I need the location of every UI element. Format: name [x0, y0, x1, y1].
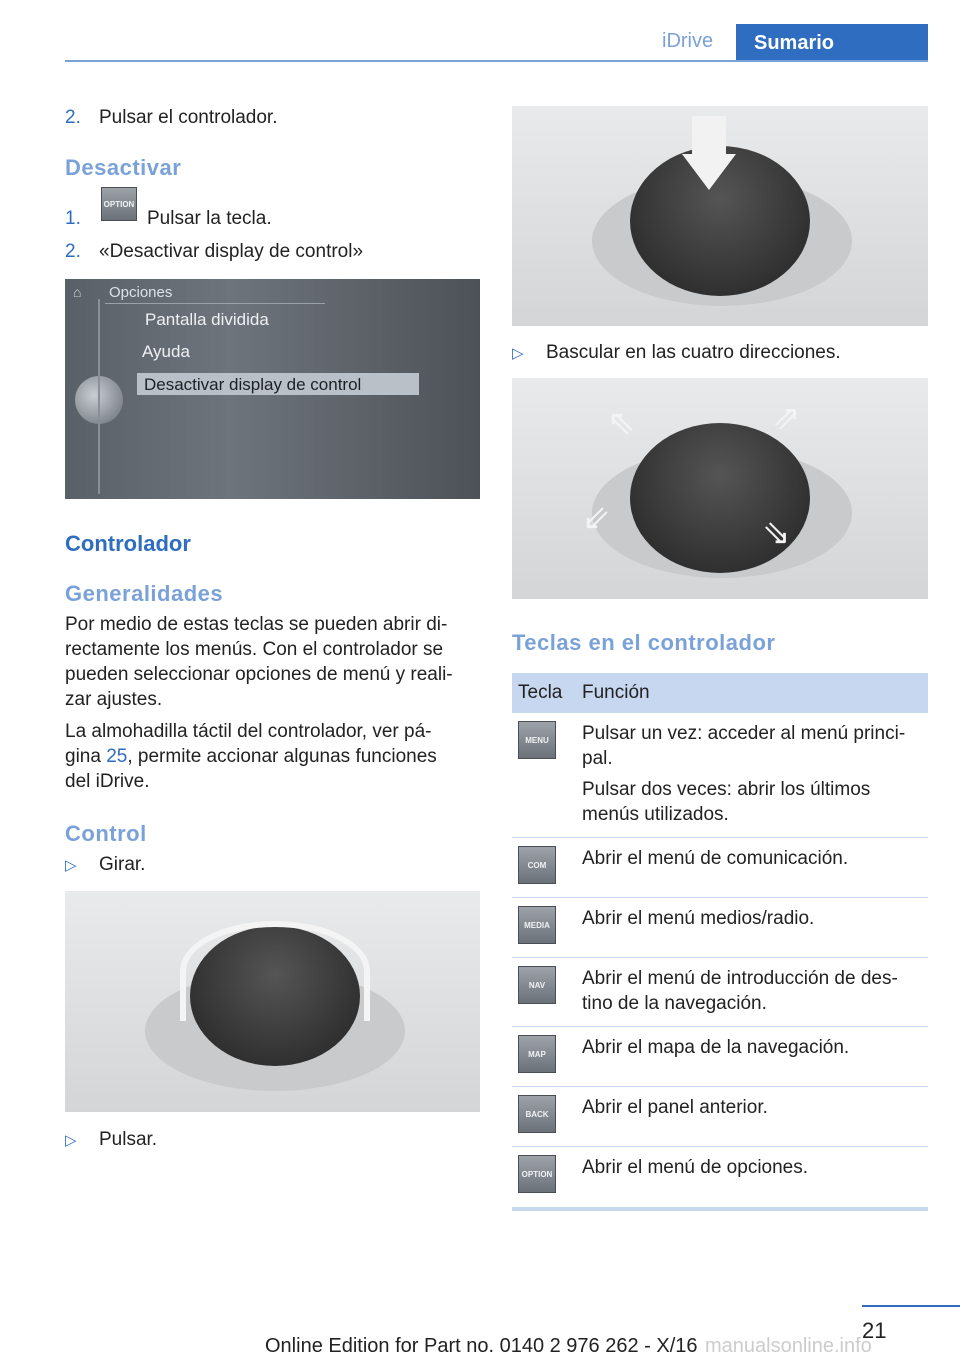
section-title-teclas: Teclas en el controlador	[512, 630, 776, 655]
table-header: Tecla	[512, 673, 576, 713]
table-row	[512, 898, 928, 958]
paragraph	[65, 719, 465, 794]
section-title-control: Control	[65, 821, 147, 846]
divider	[98, 299, 100, 494]
table-cell-text: Abrir el menú medios/radio.	[582, 908, 815, 929]
header-section: iDrive	[662, 30, 714, 52]
table-row	[512, 1027, 928, 1087]
footer-rule	[862, 1305, 960, 1307]
com-key-icon: COM	[518, 846, 556, 884]
table-row	[512, 958, 928, 1027]
header-tab[interactable]: Sumario	[736, 24, 928, 62]
press-arrow-icon	[682, 154, 736, 190]
watermark: manualsonline.info	[705, 1335, 872, 1357]
table-cell-text: Abrir el menú de comunicación.	[582, 848, 849, 869]
map-key-icon: MAP	[518, 1035, 556, 1073]
tilt-arrow-icon: ⇗	[772, 399, 801, 437]
screen-menu-item: Pantalla dividida	[145, 310, 269, 329]
table-cell-text: Pulsar dos veces: abrir los últimos menús utilizados.	[582, 779, 871, 825]
screen-menu-item-selected: Desactivar display de control	[144, 375, 362, 394]
option-key-icon	[101, 187, 137, 221]
tilt-arrow-icon: ⇘	[762, 514, 791, 552]
table-cell-text: Abrir el menú de opciones.	[582, 1157, 809, 1178]
step-number: 2.	[65, 107, 81, 128]
controller-rotate-illustration	[65, 891, 480, 1112]
section-subtitle-generalidades: Generalidades	[65, 581, 224, 606]
bullet-triangle-icon: ▷	[65, 857, 77, 874]
screen-header: Opciones	[109, 284, 173, 301]
table-row	[512, 838, 928, 898]
bullet-triangle-icon: ▷	[512, 345, 524, 362]
header-rule	[65, 60, 928, 62]
table-row	[512, 1087, 928, 1147]
option-key-label: OPTION	[101, 187, 137, 221]
step-text: Pulsar la tecla.	[147, 208, 272, 229]
section-title-desactivar: Desactivar	[65, 155, 182, 180]
bullet-text: Pulsar.	[99, 1129, 158, 1150]
table-header: Función	[576, 673, 928, 713]
step-number: 1.	[65, 208, 81, 229]
footer-edition: Online Edition for Part no. 0140 2 976 262 - X/16	[265, 1335, 698, 1357]
rotate-arrow-icon	[180, 921, 370, 1021]
table-cell-text: Abrir el menú de introducción de des-tino de la navegación.	[582, 968, 898, 1014]
controller-tilt-illustration	[512, 378, 928, 599]
section-title-controlador: Controlador	[65, 531, 191, 556]
press-arrow-shaft	[692, 116, 726, 156]
keys-table	[512, 673, 928, 1211]
controller-press-illustration	[512, 106, 928, 326]
table-cell-text: Pulsar un vez: acceder al menú princi-pal.	[582, 723, 906, 769]
paragraph: Por medio de estas teclas se pueden abrir di-rectamente los menús. Con el controlador se pueden seleccionar opciones de menú y reali-zar ajustes.	[65, 614, 453, 710]
bullet-triangle-icon: ▷	[65, 1132, 77, 1149]
home-icon: ⌂	[73, 284, 82, 300]
bullet-text: Girar.	[99, 854, 146, 875]
table-row	[512, 1147, 928, 1209]
table-cell-text: Abrir el mapa de la navegación.	[582, 1037, 850, 1058]
menu-key-icon: MENU	[518, 721, 556, 759]
nav-key-icon: NAV	[518, 966, 556, 1004]
step-text: Pulsar el controlador.	[99, 107, 278, 128]
back-key-icon: BACK	[518, 1095, 556, 1133]
paragraph-text: La almohadilla táctil del controlador, ver pá-gina	[65, 721, 432, 767]
table-cell-text: Abrir el panel anterior.	[582, 1097, 768, 1118]
divider	[105, 303, 325, 304]
step-number: 2.	[65, 241, 81, 262]
tilt-arrow-icon: ⇖	[607, 404, 636, 442]
screen-menu-item: Ayuda	[142, 342, 190, 361]
control-display-screenshot	[65, 279, 480, 499]
table-row	[512, 713, 928, 838]
media-key-icon: MEDIA	[518, 906, 556, 944]
page-link[interactable]: 25	[106, 746, 128, 767]
page-number: 21	[862, 1318, 887, 1343]
bullet-text: Bascular en las cuatro direcciones.	[546, 342, 841, 363]
step-text: «Desactivar display de control»	[99, 241, 364, 262]
paragraph-text: , permite accionar algunas funciones del iDrive.	[65, 746, 437, 792]
option-key-icon: OPTION	[518, 1155, 556, 1193]
tilt-arrow-icon: ⇙	[582, 499, 611, 537]
